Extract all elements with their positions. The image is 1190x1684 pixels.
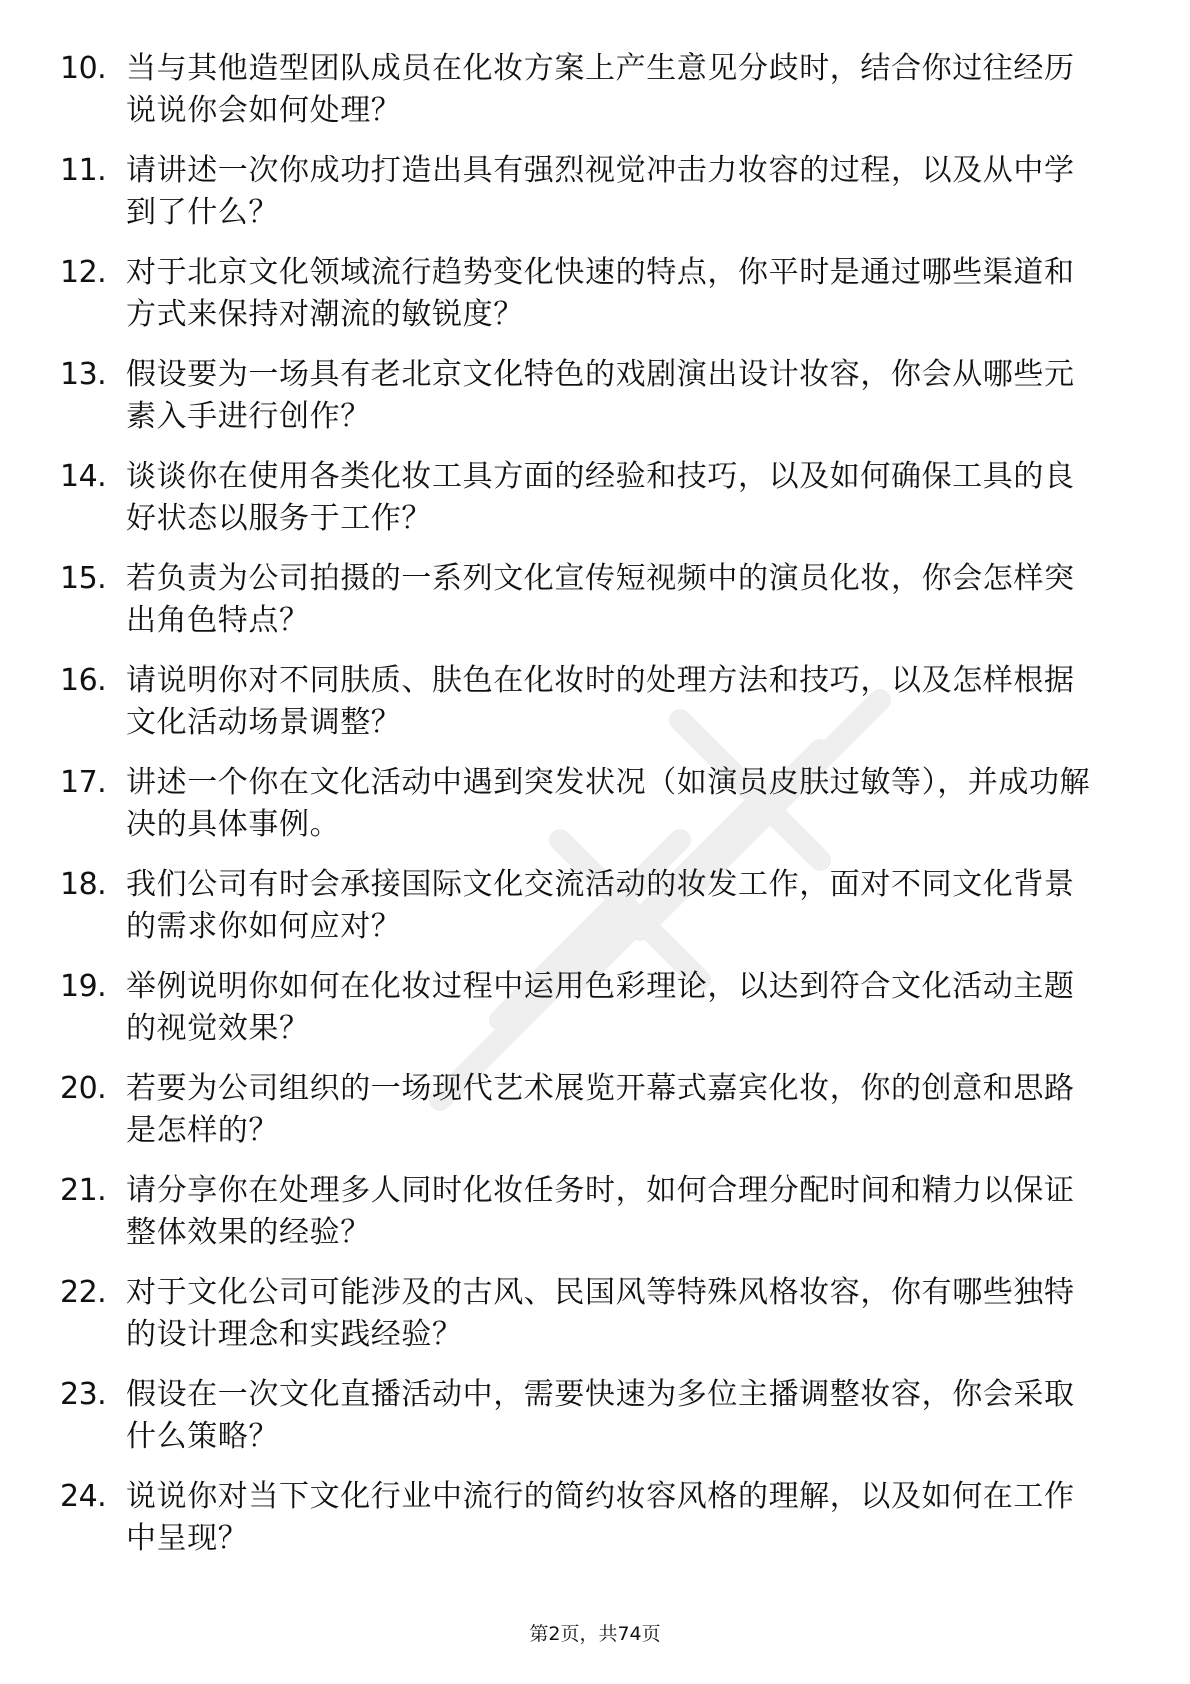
- question-number: 12.: [60, 255, 107, 290]
- question-number: 19.: [60, 969, 107, 1004]
- question-item: [60, 864, 1120, 954]
- question-item: [60, 660, 1120, 750]
- question-item: [60, 1272, 1120, 1362]
- question-item: [60, 966, 1120, 1056]
- question-text: 我们公司有时会承接国际文化交流活动的妆发工作，面对不同文化背景的需求你如何应对？: [126, 867, 1075, 944]
- question-text: 当与其他造型团队成员在化妆方案上产生意见分歧时，结合你过往经历说说你会如何处理？: [126, 51, 1075, 128]
- question-text: 说说你对当下文化行业中流行的简约妆容风格的理解，以及如何在工作中呈现？: [126, 1479, 1075, 1556]
- question-item: [60, 1476, 1120, 1566]
- question-text: 假设要为一场具有老北京文化特色的戏剧演出设计妆容，你会从哪些元素入手进行创作？: [126, 357, 1075, 434]
- question-number: 18.: [60, 867, 107, 902]
- question-item: [60, 252, 1120, 342]
- question-number: 11.: [60, 153, 107, 188]
- question-item: [60, 1068, 1120, 1158]
- question-text: 若要为公司组织的一场现代艺术展览开幕式嘉宾化妆，你的创意和思路是怎样的？: [126, 1071, 1075, 1148]
- question-text: 若负责为公司拍摄的一系列文化宣传短视频中的演员化妆，你会怎样突出角色特点？: [126, 561, 1075, 638]
- page-indicator: 第2页，共74页: [529, 1623, 661, 1645]
- question-item: [60, 558, 1120, 648]
- question-item: [60, 1374, 1120, 1464]
- question-text: 请讲述一次你成功打造出具有强烈视觉冲击力妆容的过程，以及从中学到了什么？: [126, 153, 1075, 230]
- question-item: [60, 456, 1120, 546]
- question-item: [60, 354, 1120, 444]
- question-number: 22.: [60, 1275, 107, 1310]
- question-text: 讲述一个你在文化活动中遇到突发状况（如演员皮肤过敏等），并成功解决的具体事例。: [126, 765, 1091, 842]
- question-item: [60, 1170, 1120, 1260]
- question-number: 20.: [60, 1071, 107, 1106]
- question-list: [60, 48, 1120, 1578]
- question-number: 23.: [60, 1377, 107, 1412]
- question-text: 谈谈你在使用各类化妆工具方面的经验和技巧，以及如何确保工具的良好状态以服务于工作？: [126, 459, 1075, 536]
- question-item: [60, 48, 1120, 138]
- question-text: 对于北京文化领域流行趋势变化快速的特点，你平时是通过哪些渠道和方式来保持对潮流的敏锐度？: [126, 255, 1075, 332]
- question-text: 对于文化公司可能涉及的古风、民国风等特殊风格妆容，你有哪些独特的设计理念和实践经验？: [126, 1275, 1075, 1352]
- question-number: 24.: [60, 1479, 107, 1514]
- question-number: 10.: [60, 51, 107, 86]
- question-text: 请说明你对不同肤质、肤色在化妆时的处理方法和技巧，以及怎样根据文化活动场景调整？: [126, 663, 1075, 740]
- question-number: 15.: [60, 561, 107, 596]
- question-number: 14.: [60, 459, 107, 494]
- question-text: 举例说明你如何在化妆过程中运用色彩理论，以达到符合文化活动主题的视觉效果？: [126, 969, 1075, 1046]
- question-number: 21.: [60, 1173, 107, 1208]
- question-text: 假设在一次文化直播活动中，需要快速为多位主播调整妆容，你会采取什么策略？: [126, 1377, 1075, 1454]
- question-number: 16.: [60, 663, 107, 698]
- question-number: 17.: [60, 765, 107, 800]
- question-text: 请分享你在处理多人同时化妆任务时，如何合理分配时间和精力以保证整体效果的经验？: [126, 1173, 1075, 1250]
- question-item: [60, 150, 1120, 240]
- question-number: 13.: [60, 357, 107, 392]
- question-item: [60, 762, 1120, 852]
